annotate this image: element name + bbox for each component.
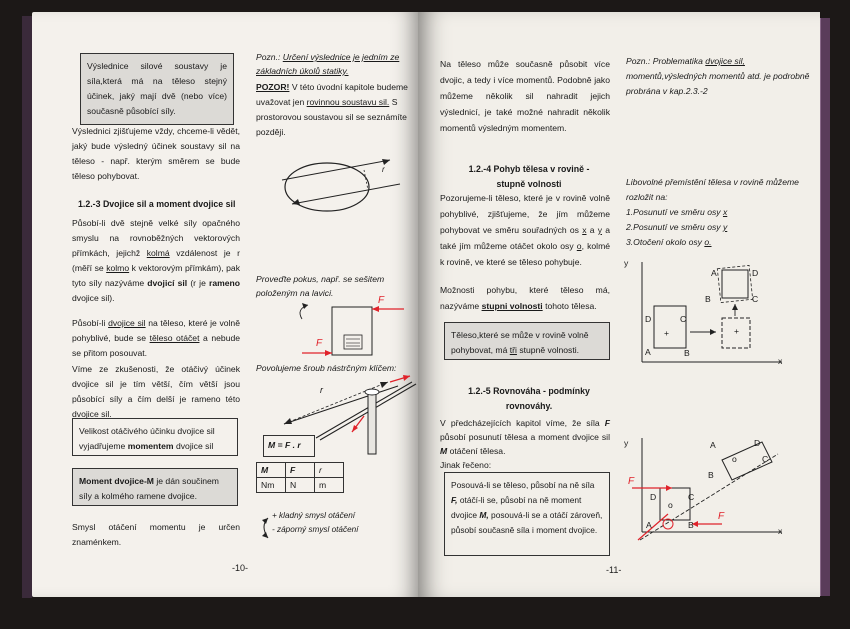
right-page: [418, 12, 820, 597]
text: 2.Posunutí ve směru osy: [626, 222, 723, 232]
text-bold: F,: [451, 495, 458, 505]
force-label-bottom: F: [316, 338, 323, 349]
table-header: M: [257, 463, 286, 478]
text-underlined: těleso otáčet: [149, 333, 200, 343]
vertex-label: B: [708, 470, 714, 480]
section-heading-1-2-4: 1.2.-4 Pohyb tělesa v rovině - stupně volnosti: [468, 164, 590, 189]
center-plus: +: [664, 328, 670, 338]
axis-y-label: y: [624, 438, 629, 448]
table-header: r: [315, 463, 344, 478]
text: V předcházejících kapitol víme, že síla: [440, 418, 600, 428]
text-bold: dvojicí sil: [147, 278, 188, 288]
text: a také jím můžeme otáčet okolo osy: [440, 225, 611, 251]
rotation-sign-paragraph: Smysl otáčení momentu je určen znaménkem.: [72, 522, 240, 547]
text: Pozn.: Problematika: [626, 56, 703, 66]
force-label: F: [628, 476, 635, 487]
vertex-label: C: [752, 294, 759, 304]
text: Posouvá-li se těleso, působí na ně síla: [451, 480, 595, 490]
left-page: [32, 12, 418, 597]
axis-x-label: x: [778, 526, 783, 536]
text: k vektorovým přímkám), pak tyto síly nazýváme: [72, 263, 240, 288]
book-edge-left: [22, 16, 32, 598]
text-underlined: Určení výslednice je jedním ze základních úkolů statiky.: [256, 52, 400, 76]
text-underlined: y: [597, 225, 603, 235]
text-underlined: y: [722, 222, 728, 232]
arm-label: r: [382, 165, 385, 174]
center-o: o: [732, 454, 737, 464]
force-label-top: F: [378, 295, 385, 306]
note-wrench: Povolujeme šroub nástrčným klíčem:: [256, 363, 397, 373]
text: vzdálenost je r (měří se: [72, 248, 240, 273]
center-o: o: [668, 500, 673, 510]
table-header-row: [257, 463, 344, 478]
table-header: F: [286, 463, 315, 478]
text: a: [589, 225, 595, 235]
text: S prostorovou soustavou sil se seznámíte později.: [256, 97, 407, 137]
axis-x-label: x: [778, 356, 783, 366]
note-resultant: [256, 50, 416, 78]
vertex-label: D: [645, 314, 652, 324]
text: je dán součinem síly a kolmého ramene dvojice.: [79, 476, 219, 501]
multiple-moments-paragraph: Na těleso může současně působit více dvojic, a tedy i více momentů. Podobně jako můžeme několik sil nahradit jejich výslednicí, je také možné nahradit několik momentů výsledným momentem.: [440, 59, 610, 133]
vertex-label: C: [688, 492, 695, 502]
list-item: [626, 220, 727, 235]
experience-paragraph: Víme ze zkušenosti, že otáčivý účinek dvojice sil je tím větší, čím větší jsou působící síly a čím delší je rameno této dvojice sil.: [72, 364, 240, 419]
text-underlined: dvojice sil: [108, 318, 146, 328]
vertex-label: D: [650, 492, 657, 502]
vertex-label: B: [688, 520, 694, 530]
section-heading-1-2-5: 1.2.-5 Rovnováha - podmínky rovnováhy.: [468, 386, 590, 411]
text-bold: Moment dvojice-M: [79, 476, 154, 486]
center-plus: +: [734, 326, 740, 336]
text-bold: F: [604, 418, 610, 428]
units-table: [256, 462, 344, 493]
degrees-of-freedom-paragraph: [440, 190, 610, 270]
freedom-definition-paragraph: [440, 282, 610, 314]
text: stupně volnosti.: [519, 345, 580, 355]
text-underlined: kolmá: [146, 248, 170, 258]
moment-magnitude-box: [72, 418, 238, 456]
vertex-label: D: [754, 438, 761, 448]
note-couples-reference: [626, 54, 812, 99]
vertex-label: A: [645, 347, 651, 357]
section-heading-1-2-3: 1.2.-3 Dvojice sil a moment dvojice sil: [78, 199, 236, 209]
vertex-label: D: [752, 268, 759, 278]
in-other-words: Jinak řečeno:: [440, 460, 492, 470]
moment-definition-box: [72, 468, 238, 506]
text-underlined: o: [576, 241, 582, 251]
page-number-right: -11-: [606, 565, 622, 575]
wrench-arm-label: r: [320, 385, 323, 395]
table-cell: m: [315, 478, 344, 493]
resultant-definition: Výslednice silové soustavy je síla,která má na těleso stejný účinek, jaký mají dvě (nebo více) současně působící síly.: [87, 61, 227, 116]
force-label: F: [718, 511, 725, 522]
text-underlined: tři: [509, 345, 517, 355]
vertex-label: A: [710, 440, 716, 450]
axis-y-label: y: [624, 258, 629, 268]
text-underlined: o.: [704, 237, 712, 247]
text: 1.Posunutí ve směru osy: [626, 207, 723, 217]
note-displacement: Libovolné přemístění tělesa v rovině můžeme rozložit na:: [626, 177, 799, 202]
text: momentů,výsledných momentů atd. je podrobně probrána v kap.2.3.-2: [626, 71, 810, 96]
equilibrium-figure: [632, 432, 802, 542]
text-underlined: x: [722, 207, 728, 217]
text: posouvá-li se a otáčí zároveň, působí současně síla i moment dvojice.: [451, 510, 603, 535]
text-underlined: x: [582, 225, 587, 235]
note-plane-system: [256, 80, 418, 140]
vertex-label: A: [711, 268, 717, 278]
text: Působí-li: [72, 318, 106, 328]
couple-ellipse-figure: [272, 152, 412, 222]
vertex-label: A: [646, 520, 652, 530]
negative-rotation-label: - záporný smysl otáčení: [272, 525, 359, 534]
text: V této úvodní kapitole budeme uvažovat jen: [256, 82, 408, 107]
text: otáčení tělesa.: [449, 446, 506, 456]
vertex-label: B: [705, 294, 711, 304]
table-cell: Nm: [257, 478, 286, 493]
text-underlined: dvojice sil,: [705, 56, 745, 66]
table-cell: N: [286, 478, 315, 493]
displacement-list: [626, 205, 727, 250]
three-degrees-box: [444, 322, 610, 360]
vertex-label: C: [762, 454, 769, 464]
text-bold: stupni volnosti: [481, 301, 543, 311]
equilibrium-box: [444, 472, 610, 556]
page-number-left: -10-: [232, 563, 249, 573]
text: (r je: [190, 278, 206, 288]
text: Pozorujeme-li těleso, které je v rovině volně pohyblivé, zjišťujeme, že jím můžeme pohybovat ve směru souřadných os: [440, 193, 610, 235]
text-bold: POZOR!: [256, 82, 290, 92]
resultant-paragraph: Výslednici zjišťujeme vždy, chceme-li vědět, jaký bude výsledný účinek soustavy sil na těleso - např. kterým směrem se bude těleso pohybovat.: [72, 126, 240, 181]
book-edge-right: [820, 18, 830, 596]
text: dvojice sil: [175, 441, 214, 451]
text: na těleso, které je volně pohyblivé, bude se: [72, 318, 240, 343]
text-bold: M: [440, 446, 448, 456]
vertex-label: B: [684, 348, 690, 358]
rotation-sign-icon: [258, 514, 272, 542]
couple-definition-paragraph: [72, 216, 240, 306]
vertex-label: C: [680, 314, 687, 324]
text: otáčí-li se, působí na ně moment dvojice: [451, 495, 582, 520]
positive-rotation-label: + kladný smysl otáčení: [272, 511, 356, 520]
resultant-definition-box: [80, 53, 234, 125]
list-item: [626, 235, 727, 250]
table-row: [257, 478, 344, 493]
notebook-figure: [282, 297, 412, 359]
text: a nebude se přitom posouvat.: [72, 333, 241, 358]
text: působí posunutí tělesa a moment dvojice sil: [440, 432, 610, 442]
text: dvojice sil).: [72, 293, 115, 303]
text: Pozn.:: [256, 52, 281, 62]
moment-formula: M = F . r: [263, 435, 315, 457]
text-bold: M,: [479, 510, 489, 520]
text: , kolmé k rovině, ve které se těleso pohybuje.: [440, 241, 611, 267]
text: Působí-li dvě stejně velké síly opačného smyslu na rovnoběžných vektorových přímkách, jejichž: [72, 218, 240, 258]
text: Velikost otáčivého účinku dvojice sil vyjadřujeme: [79, 426, 215, 451]
text-underlined: kolmo: [106, 263, 130, 273]
text-bold: rameno: [208, 278, 241, 288]
text: Možnosti pohybu, které těleso má, nazýváme: [440, 285, 610, 311]
couple-rotation-paragraph: [72, 316, 240, 361]
text: tohoto tělesa.: [545, 301, 597, 311]
text-bold: momentem: [127, 441, 174, 451]
equilibrium-paragraph: [440, 416, 610, 458]
list-item: [626, 205, 727, 220]
note-experiment: Proveďte pokus, např. se sešitem položeným na lavici.: [256, 274, 385, 298]
text: 3.Otočení okolo osy: [626, 237, 705, 247]
text-underlined: rovinnou soustavu sil.: [306, 97, 390, 107]
text: Těleso,které se může v rovině volně pohybovat, má: [451, 330, 589, 355]
